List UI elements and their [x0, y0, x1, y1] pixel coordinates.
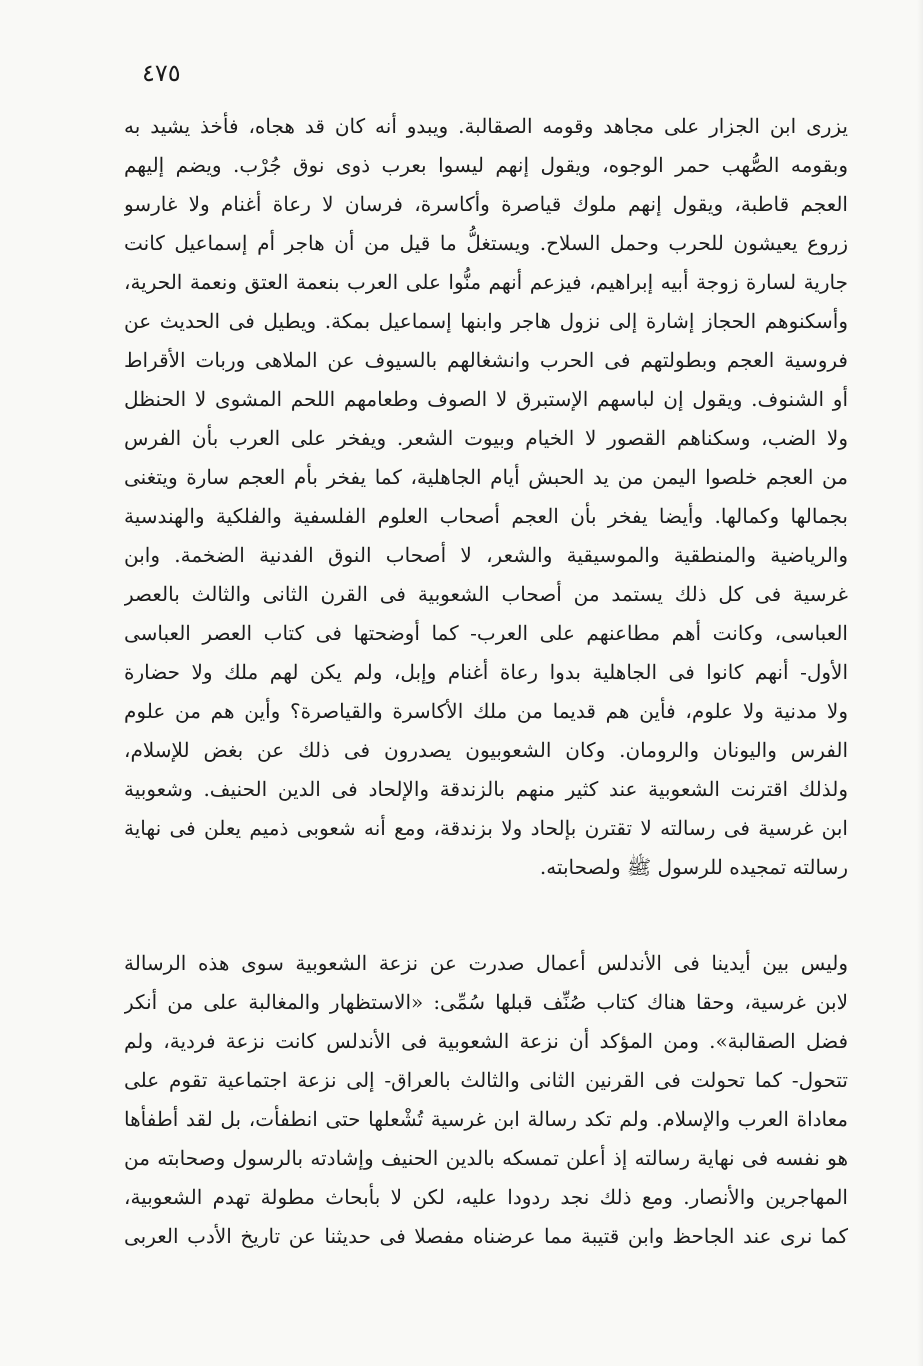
text-line: فروسية العجم وبطولتهم فى الحرب وانشغالهم بالسيوف عن الملاهى وربات الأقراط [124, 348, 848, 372]
text-line: ولا الضب، وسكناهم القصور لا الخيام وبيوت الشعر. ويفخر على العرب بأن الفرس [124, 426, 848, 450]
text-line: العجم قاطبة، ويقول إنهم ملوك قياصرة وأكاسرة، فرسان لا رعاة أغنام ولا غارسو [124, 192, 848, 216]
text-line: ولا مدنية ولا علوم، فأين هم قديما من ملك الأكاسرة والقياصرة؟ وأين هم من علوم [124, 699, 848, 723]
page-number: ٤٧٥ [142, 59, 181, 87]
text-line: كما نرى عند الجاحظ وابن قتيبة مما عرضناه مفصلا فى حديثنا عن تاريخ الأدب العربى [124, 1224, 848, 1248]
text-line: تتحول- كما تحولت فى القرنين الثانى والثالث بالعراق- إلى نزعة اجتماعية تقوم على [124, 1068, 848, 1092]
text-line: والرياضية والمنطقية والموسيقية والشعر، لا أصحاب النوق الفدنية الضخمة. وابن [124, 543, 848, 567]
text-line: العباسى، وكانت أهم مطاعنهم على العرب- كما أوضحتها فى كتاب العصر العباسى [124, 621, 848, 645]
text-line: الأول- أنهم كانوا فى الجاهلية بدوا رعاة أغنام وإبل، ولم يكن لهم ملك ولا حضارة [124, 660, 848, 684]
text-line: زروع يعيشون للحرب وحمل السلاح. ويستغلُّ ما قيل من أن هاجر أم إسماعيل كانت [124, 231, 848, 255]
text-line: وليس بين أيدينا فى الأندلس أعمال صدرت عن نزعة الشعوبية سوى هذه الرسالة [124, 951, 848, 975]
text-line: بجمالها وكمالها. وأيضا يفخر بأن العجم أصحاب العلوم الفلسفية والفلكية والهندسية [124, 504, 848, 528]
paragraph-2 [124, 944, 848, 1256]
text-line: وأسكنوهم الحجاز إشارة إلى نزول هاجر وابنها إسماعيل بمكة. ويطيل فى الحديث عن [124, 309, 848, 333]
text-line: هو نفسه فى نهاية رسالته إذ أعلن تمسكه بالدين الحنيف وإشادته بالرسول وصحابته من [124, 1146, 848, 1170]
page-edge-shadow [917, 0, 923, 1366]
text-line: المهاجرين والأنصار. ومع ذلك نجد ردودا عليه، لكن لا بأبحاث مطولة تهدم الشعوبية، [124, 1185, 848, 1209]
text-line: من العجم خلصوا اليمن من يد الحبش أيام الجاهلية، كما يفخر بأم العجم سارة ويتغنى [124, 465, 848, 489]
text-line: معاداة العرب والإسلام. ولم تكد رسالة ابن غرسية تُشْعلها حتى انطفأت، بل لقد أطفأها [124, 1107, 848, 1131]
text-line: رسالته تمجيده للرسول ﷺ ولصحابته. [539, 855, 848, 879]
text-line: لابن غرسية، وحقا هناك كتاب صُنِّف قبلها سُمِّى: «الاستظهار والمغالبة على من أنكر [124, 990, 848, 1014]
text-line: ابن غرسية فى رسالته لا تقترن بإلحاد ولا بزندقة، ومع أنه شعوبى ذميم يعلن فى نهاية [124, 816, 848, 840]
text-line: أو الشنوف. ويقول إن لباسهم الإستبرق لا الصوف وطعامهم اللحم المشوى لا الحنظل [124, 387, 848, 411]
paragraph-1 [124, 107, 848, 887]
text-line: ولذلك اقترنت الشعوبية عند كثير منهم بالزندقة والإلحاد فى الدين الحنيف. وشعوبية [124, 777, 848, 801]
text-line: وبقومه الصُّهب حمر الوجوه، ويقول إنهم ليسوا بعرب ذوى نوق جُرْب. ويضم إليهم [124, 153, 848, 177]
text-line: يزرى ابن الجزار على مجاهد وقومه الصقالبة. ويبدو أنه كان قد هجاه، فأخذ يشيد به [124, 114, 848, 138]
text-line: فضل الصقالبة». ومن المؤكد أن نزعة الشعوبية فى الأندلس كانت نزعة فردية، ولم [124, 1029, 848, 1053]
text-line: غرسية فى كل ذلك يستمد من أصحاب الشعوبية فى القرن الثانى والثالث بالعصر [124, 582, 848, 606]
text-line: الفرس واليونان والرومان. وكان الشعوبيون يصدرون فى ذلك عن بغض للإسلام، [124, 738, 848, 762]
text-line: جارية لسارة زوجة أبيه إبراهيم، فيزعم أنهم منُّوا على العرب بنعمة العتق ونعمة الحرية، [124, 270, 848, 294]
